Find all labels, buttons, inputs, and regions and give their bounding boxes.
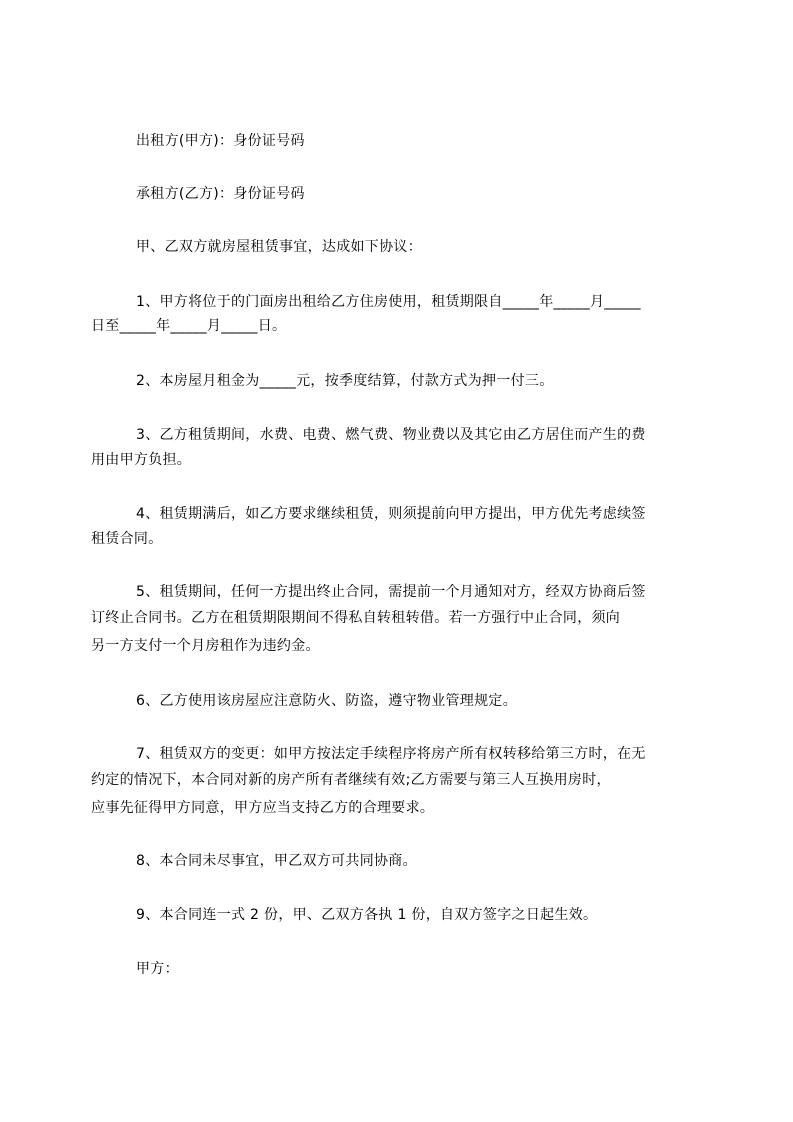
clause-1-line-1: 1、甲方将位于的门面房出租给乙方住房使用，租赁期限自_____年_____月_____ (136, 294, 641, 310)
clause-6-line-1: 6、乙方使用该房屋应注意防火、防盗，遵守物业管理规定。 (136, 693, 518, 709)
clause-7-line-2: 约定的情况下，本合同对新的房产所有者继续有效;乙方需要与第三人互换用房时， (91, 772, 611, 788)
clause-2-line-1: 2、本房屋月租金为_____元，按季度结算，付款方式为押一付三。 (136, 373, 554, 389)
clause-1-line-2: 日至_____年_____月_____日。 (91, 318, 287, 334)
clause-5-line-1: 5、租赁期间，任何一方提出终止合同，需提前一个月通知对方，经双方协商后签 (136, 584, 646, 600)
clause-3-line-2: 用由甲方负担。 (91, 452, 192, 468)
lessee-line: 承租方(乙方)：身份证号码 (136, 186, 305, 202)
clause-5-line-2: 订终止合同书。乙方在租赁期限期间不得私自转租转借。若一方强行中止合同，须向 (91, 610, 621, 626)
clause-5-line-3: 另一方支付一个月房租作为违约金。 (91, 638, 320, 654)
lessor-line: 出租方(甲方)：身份证号码 (136, 133, 305, 149)
clause-3-line-1: 3、乙方租赁期间，水费、电费、燃气费、物业费以及其它由乙方居住而产生的费 (136, 427, 646, 443)
clause-7-line-3: 应事先征得甲方同意，甲方应当支持乙方的合理要求。 (91, 800, 435, 816)
clause-4-line-1: 4、租赁期满后，如乙方要求继续租赁，则须提前向甲方提出，甲方优先考虑续签 (136, 506, 646, 522)
clause-8-line-1: 8、本合同未尽事宜，甲乙双方可共同协商。 (136, 853, 417, 869)
clause-7-line-1: 7、租赁双方的变更：如甲方按法定手续程序将房产所有权转移给第三方时，在无 (136, 746, 646, 762)
clause-4-line-2: 租赁合同。 (91, 531, 163, 547)
clause-9-line-1: 9、本合同连一式 2 份，甲、乙双方各执 1 份，自双方签字之日起生效。 (136, 907, 598, 923)
signature-line: 甲方： (136, 961, 179, 977)
intro-line: 甲、乙双方就房屋租赁事宜，达成如下协议： (136, 239, 422, 255)
